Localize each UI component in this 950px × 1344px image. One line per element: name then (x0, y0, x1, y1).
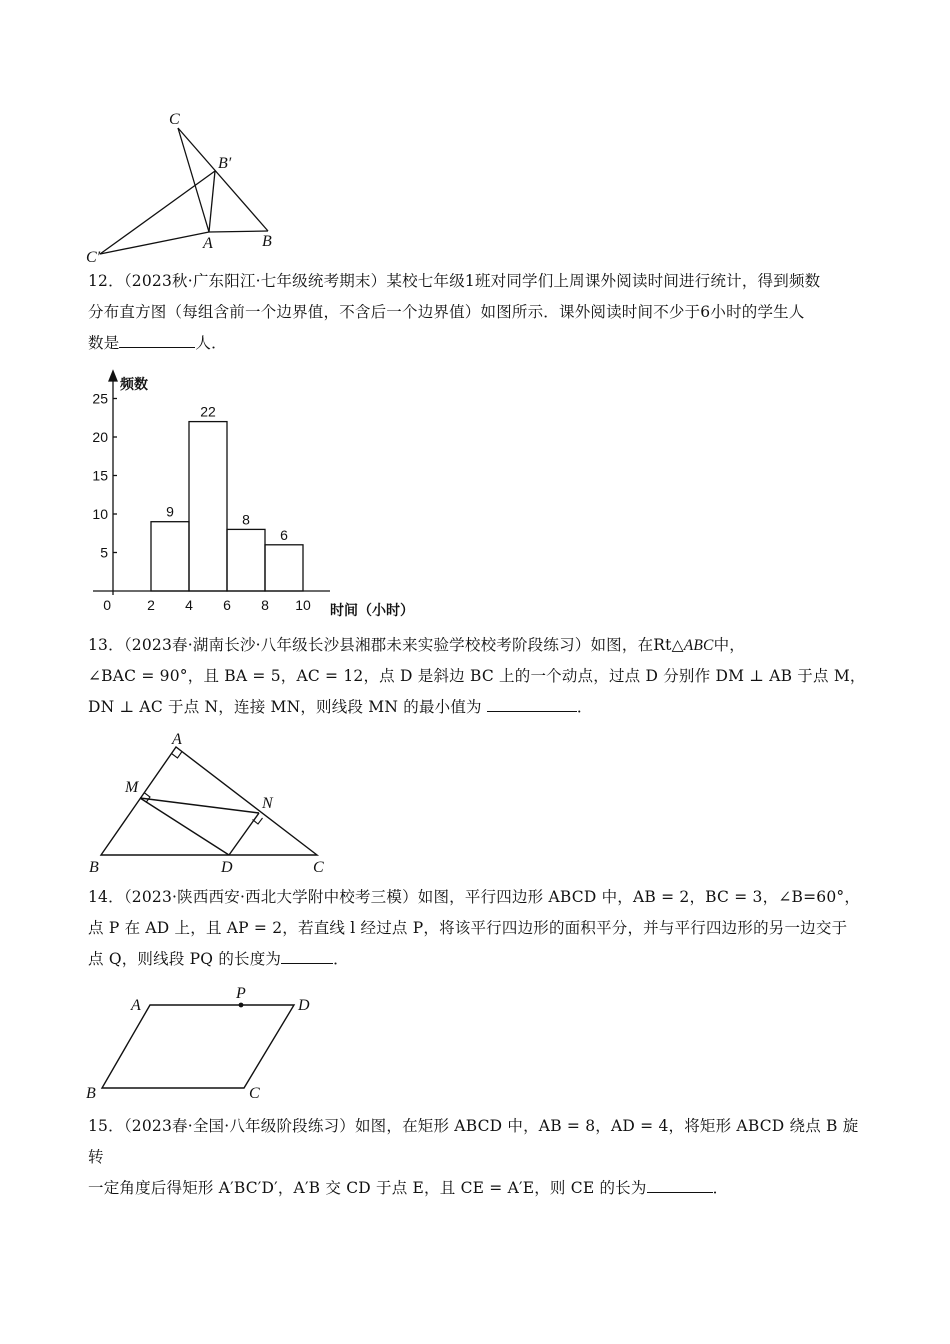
answer-blank-q13[interactable] (487, 693, 577, 712)
q13-number: 13． (88, 636, 124, 654)
bar-data-label: 9 (166, 503, 174, 520)
histogram-bar (151, 522, 189, 591)
label-B-prime: B′ (218, 155, 232, 172)
label-A: A (131, 997, 141, 1014)
histogram-bar (189, 422, 227, 591)
q14-text-3b: ． (333, 950, 349, 968)
q12-source: （2023秋·广东阳江·七年级统考期末） (123, 272, 387, 290)
label-M: M (125, 779, 139, 796)
x-axis-title: 时间（小时） (330, 602, 414, 618)
answer-blank-q14[interactable] (281, 945, 333, 964)
label-B: B (89, 859, 99, 876)
q13-text-2: ∠BAC = 90°，且 BA = 5，AC = 12，点 D 是斜边 BC 上的一个动点，过点 D 分别作 DM ⊥ AB 于点 M， (88, 667, 866, 685)
q15-text-2a: 一定角度后得矩形 A′BC′D′，A′B 交 CD 于点 E，且 CE = A′E，则 CE 的长为 (88, 1179, 647, 1197)
segment-MN (140, 798, 259, 813)
q14-text-2: 点 P 在 AD 上，且 AP = 2，若直线 l 经过点 P，将该平行四边形的面积平分，并与平行四边形的另一边交于 (88, 919, 848, 937)
x-tick-label: 10 (295, 597, 311, 613)
triangle-ABC (101, 747, 317, 855)
q12-text-1: 某校七年级1班对同学们上周课外阅读时间进行统计，得到频数 (386, 272, 821, 290)
q13-text-1b: 中， (713, 636, 745, 654)
figure-q14 (80, 980, 330, 1100)
question-15 (88, 1111, 868, 1204)
q15-text-1: 如图，在矩形 ABCD 中，AB = 8，AD = 4，将矩形 ABCD 绕点 B 旋转 (88, 1117, 859, 1166)
q15-line-2 (88, 1173, 868, 1204)
answer-blank-q12[interactable] (119, 329, 195, 348)
q13-source: （2023春·湖南长沙·八年级长沙县湘郡未来实验学校校考阶段练习） (123, 636, 591, 654)
figure-q13 (80, 725, 340, 880)
y-tick-label: 10 (92, 506, 108, 522)
q14-line-1 (88, 882, 868, 913)
segment-DN (229, 813, 259, 855)
q12-number: 12． (88, 272, 124, 290)
q15-source: （2023春·全国·八年级阶段练习） (123, 1117, 355, 1135)
label-B: B (262, 233, 272, 250)
segment-AB (209, 231, 268, 232)
histogram-q12 (80, 365, 440, 625)
q12-text-3a: 数是 (88, 334, 120, 352)
label-A: A (172, 731, 182, 748)
q13-text-3b: ． (576, 698, 593, 716)
x-tick-label: 8 (261, 597, 269, 613)
q12-line-3 (88, 328, 868, 359)
q14-source: （2023·陕西西安·西北大学附中校考三模） (123, 888, 418, 906)
q14-text-3a: 点 Q，则线段 PQ 的长度为 (88, 950, 282, 968)
bar-data-label: 22 (200, 403, 216, 420)
segment-CB (178, 128, 268, 231)
parallelogram-ABCD (102, 1005, 294, 1088)
q12-line-1 (88, 266, 868, 297)
y-tick-label: 5 (100, 544, 108, 561)
label-B: B (86, 1085, 96, 1100)
x-tick-label: 4 (185, 597, 193, 613)
q13-text-1: 如图，在Rt△ (590, 636, 684, 654)
y-tick-label: 25 (92, 390, 108, 407)
label-N: N (262, 795, 273, 812)
question-12 (88, 266, 868, 359)
q13-line-3 (88, 692, 868, 723)
label-A: A (203, 235, 213, 252)
point-P (239, 1003, 244, 1008)
y-axis-title: 频数 (120, 376, 148, 392)
label-D: D (221, 859, 233, 876)
q15-text-2b: ． (712, 1179, 729, 1197)
q13-text-3a: DN ⊥ AC 于点 N，连接 MN，则线段 MN 的最小值为 (88, 698, 482, 716)
q13-line-1 (88, 630, 868, 661)
q14-line-3 (88, 944, 868, 975)
histogram-bar (227, 529, 265, 591)
segment-CA (178, 128, 209, 232)
q12-text-2: 分布直方图（每组含前一个边界值，不含后一个边界值）如图所示．课外阅读时间不少于6小时的学生人 (88, 303, 805, 321)
x-tick-label: 6 (223, 597, 231, 613)
question-14 (88, 882, 868, 975)
segment-BpA (209, 171, 215, 232)
q15-number: 15． (88, 1117, 124, 1135)
label-P: P (236, 985, 246, 1002)
figure-q11 (80, 108, 300, 268)
y-axis-arrow (109, 371, 117, 381)
histogram-bar (265, 545, 303, 591)
label-D: D (298, 997, 310, 1014)
question-13 (88, 630, 868, 723)
bar-data-label: 6 (280, 526, 288, 543)
label-C: C (313, 859, 324, 876)
x-tick-label: 2 (147, 597, 155, 613)
q15-line-1 (88, 1111, 868, 1173)
segment-MD (140, 798, 229, 855)
segment-CpBp (100, 171, 215, 254)
x-tick-label: 0 (103, 597, 111, 613)
y-tick-label: 15 (92, 467, 108, 484)
label-C: C (249, 1085, 260, 1100)
bar-data-label: 8 (242, 511, 250, 528)
label-C: C (169, 111, 180, 128)
q14-text-1: 如图，平行四边形 ABCD 中，AB = 2，BC = 3，∠B=60°， (417, 888, 861, 906)
right-angle-A (172, 752, 183, 759)
q13-triangle-name: ABC (683, 637, 714, 654)
label-C-prime: C′ (86, 249, 101, 266)
answer-blank-q15[interactable] (647, 1174, 713, 1193)
y-tick-label: 20 (92, 429, 108, 445)
q14-number: 14． (88, 888, 124, 906)
q12-text-3b: 人． (195, 334, 227, 352)
